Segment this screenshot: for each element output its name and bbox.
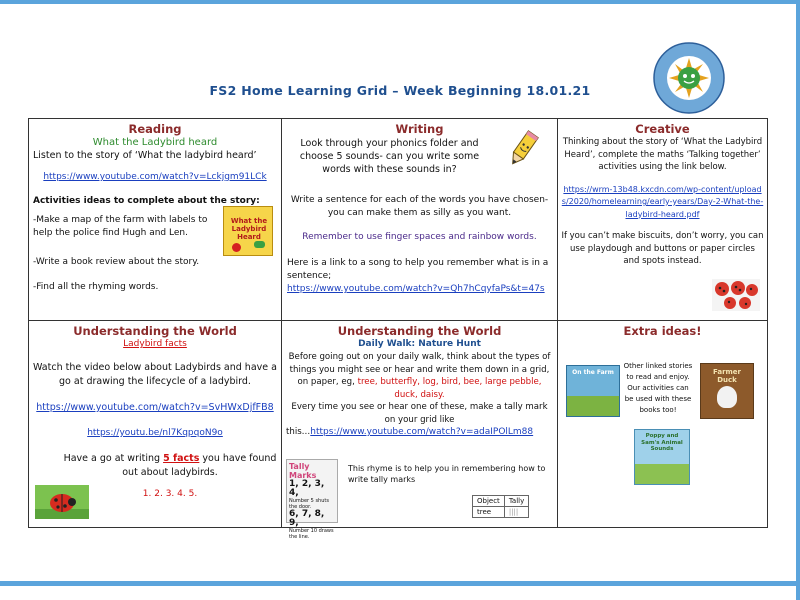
writing-paragraph-2: Write a sentence for each of the words you have chosen- you can make them as silly as you want. <box>290 195 549 218</box>
book-on-the-farm-title: On the Farm <box>572 369 614 376</box>
ladybird-biscuits-image <box>712 279 760 311</box>
table-cell-tally: |||| <box>504 507 528 518</box>
page-title: FS2 Home Learning Grid – Week Beginning 18.01.21 <box>209 83 591 98</box>
reading-intro: Listen to the story of ‘What the ladybird heard’ <box>33 150 257 161</box>
creative-paragraph-2: If you can’t make biscuits, don’t worry, you can use playdough and buttons or paper circles and spots instead. <box>561 231 764 266</box>
reading-activity-3: -Find all the rhyming words. <box>33 282 159 292</box>
reading-heading: Reading <box>128 122 182 136</box>
writing-song-link[interactable]: https://www.youtube.com/watch?v=Qh7hCqyfaPs&t=47s <box>287 284 545 294</box>
writing-paragraph-3: Remember to use finger spaces and rainbow words. <box>302 232 537 242</box>
book-farmer-duck-title: Farmer Duck <box>712 368 742 384</box>
tally-marks-image <box>286 459 338 540</box>
utw-nature-video-link[interactable]: https://www.youtube.com/watch?v=adaIPOlLm88 <box>310 427 534 437</box>
utw-nature-rhyme-note: This rhyme is to help you in remembering how to write tally marks <box>348 464 546 484</box>
page-top-border <box>0 0 800 4</box>
utw-ladybird-heading: Understanding the World <box>73 324 237 338</box>
writing-paragraph-1: Look through your phonics folder and choose 5 sounds- can you write some words with these sounds in? <box>299 138 480 175</box>
utw-nature-paragraph-3: this…https://www.youtube.com/watch?v=adaIPOlLm88 <box>286 427 534 437</box>
extra-ideas-cell <box>558 321 767 528</box>
reading-activities-heading: Activities ideas to complete about the story: <box>33 196 260 206</box>
reading-cell <box>29 119 281 320</box>
book-poppy-sam-cover <box>634 429 690 485</box>
writing-heading: Writing <box>395 122 444 136</box>
tally-example-table <box>472 495 529 518</box>
book-cover-image <box>223 206 273 256</box>
tally-image-title: Tally Marks <box>289 462 317 480</box>
utw-ladybird-video-link-2[interactable]: https://youtu.be/nl7KqpqoN9o <box>87 428 223 438</box>
tally-image-line-1: 1, 2, 3, 4, <box>289 479 325 498</box>
school-logo <box>653 42 725 114</box>
ladybird-photo <box>35 485 89 519</box>
utw-ladybird-cell <box>29 321 281 528</box>
page-bottom-border <box>0 581 800 586</box>
utw-ladybird-paragraph: Watch the video below about Ladybirds and have a go at drawing the lifecycle of a ladybird. <box>33 362 277 387</box>
tally-image-note-1: Number 5 shuts the door. <box>289 498 329 510</box>
book-poppy-sam-title: Poppy and Sam's Animal Sounds <box>641 433 683 452</box>
table-header-tally: Tally <box>504 496 528 507</box>
creative-activity-link[interactable]: https://wrm-13b48.kxcdn.com/wp-content/uploads/2020/homelearning/early-years/Day-2-What-the-ladybird-heard.pdf <box>561 184 764 219</box>
utw-ladybird-numbers: 1. 2. 3. 4. 5. <box>142 489 198 499</box>
extra-ideas-text: Other linked stories to read and enjoy. Our activities can be used with these books too! <box>623 362 693 414</box>
creative-paragraph-1: Thinking about the story of ‘What the Ladybird Heard’, complete the maths ‘Talking together’ activities using the link below. <box>562 137 763 172</box>
pencil-icon <box>503 129 543 169</box>
book-farmer-duck-cover <box>700 363 754 419</box>
learning-grid <box>28 118 768 540</box>
writing-paragraph-4: Here is a link to a song to help you remember what is in a sentence; <box>287 258 549 281</box>
book-on-the-farm-cover <box>566 365 620 417</box>
writing-cell <box>282 119 557 320</box>
utw-nature-paragraph-1: Before going out on your daily walk, think about the types of things you might see or hear and write them down in a grid, on paper, eg, tree, butterfly, log, bird, bee, large pebble, duck, daisy. <box>288 352 551 400</box>
utw-ladybird-facts-prompt: Have a go at writing 5 facts you have found out about ladybirds. <box>63 453 277 478</box>
table-cell-tree: tree <box>473 507 505 518</box>
reading-video-link[interactable]: https://www.youtube.com/watch?v=Lckjgm91LCk <box>43 172 267 182</box>
utw-ladybird-subheading: Ladybird facts <box>123 339 187 349</box>
reading-activity-2: -Write a book review about the story. <box>33 257 200 267</box>
utw-ladybird-video-link-1[interactable]: https://www.youtube.com/watch?v=SvHWxDjfFB8 <box>36 402 274 413</box>
utw-nature-hunt-cell <box>282 321 557 540</box>
tally-image-note-2: Number 10 draws the line. <box>289 528 334 540</box>
creative-heading: Creative <box>635 122 690 136</box>
tally-image-line-2: 6, 7, 8, 9, <box>289 509 325 528</box>
creative-cell <box>558 119 767 320</box>
utw-nature-paragraph-2: Every time you see or hear one of these, make a tally mark on your grid like <box>291 402 548 425</box>
utw-nature-heading: Understanding the World <box>337 324 502 338</box>
utw-nature-subheading: Daily Walk: Nature Hunt <box>358 339 481 349</box>
table-header-object: Object <box>473 496 505 507</box>
reading-activity-1: -Make a map of the farm with labels to help the police find Hugh and Len. <box>33 215 208 238</box>
extra-ideas-heading: Extra ideas! <box>623 324 702 338</box>
reading-subheading: What the Ladybird heard <box>92 137 218 148</box>
book-cover-title: What the Ladybird Heard <box>230 217 268 241</box>
